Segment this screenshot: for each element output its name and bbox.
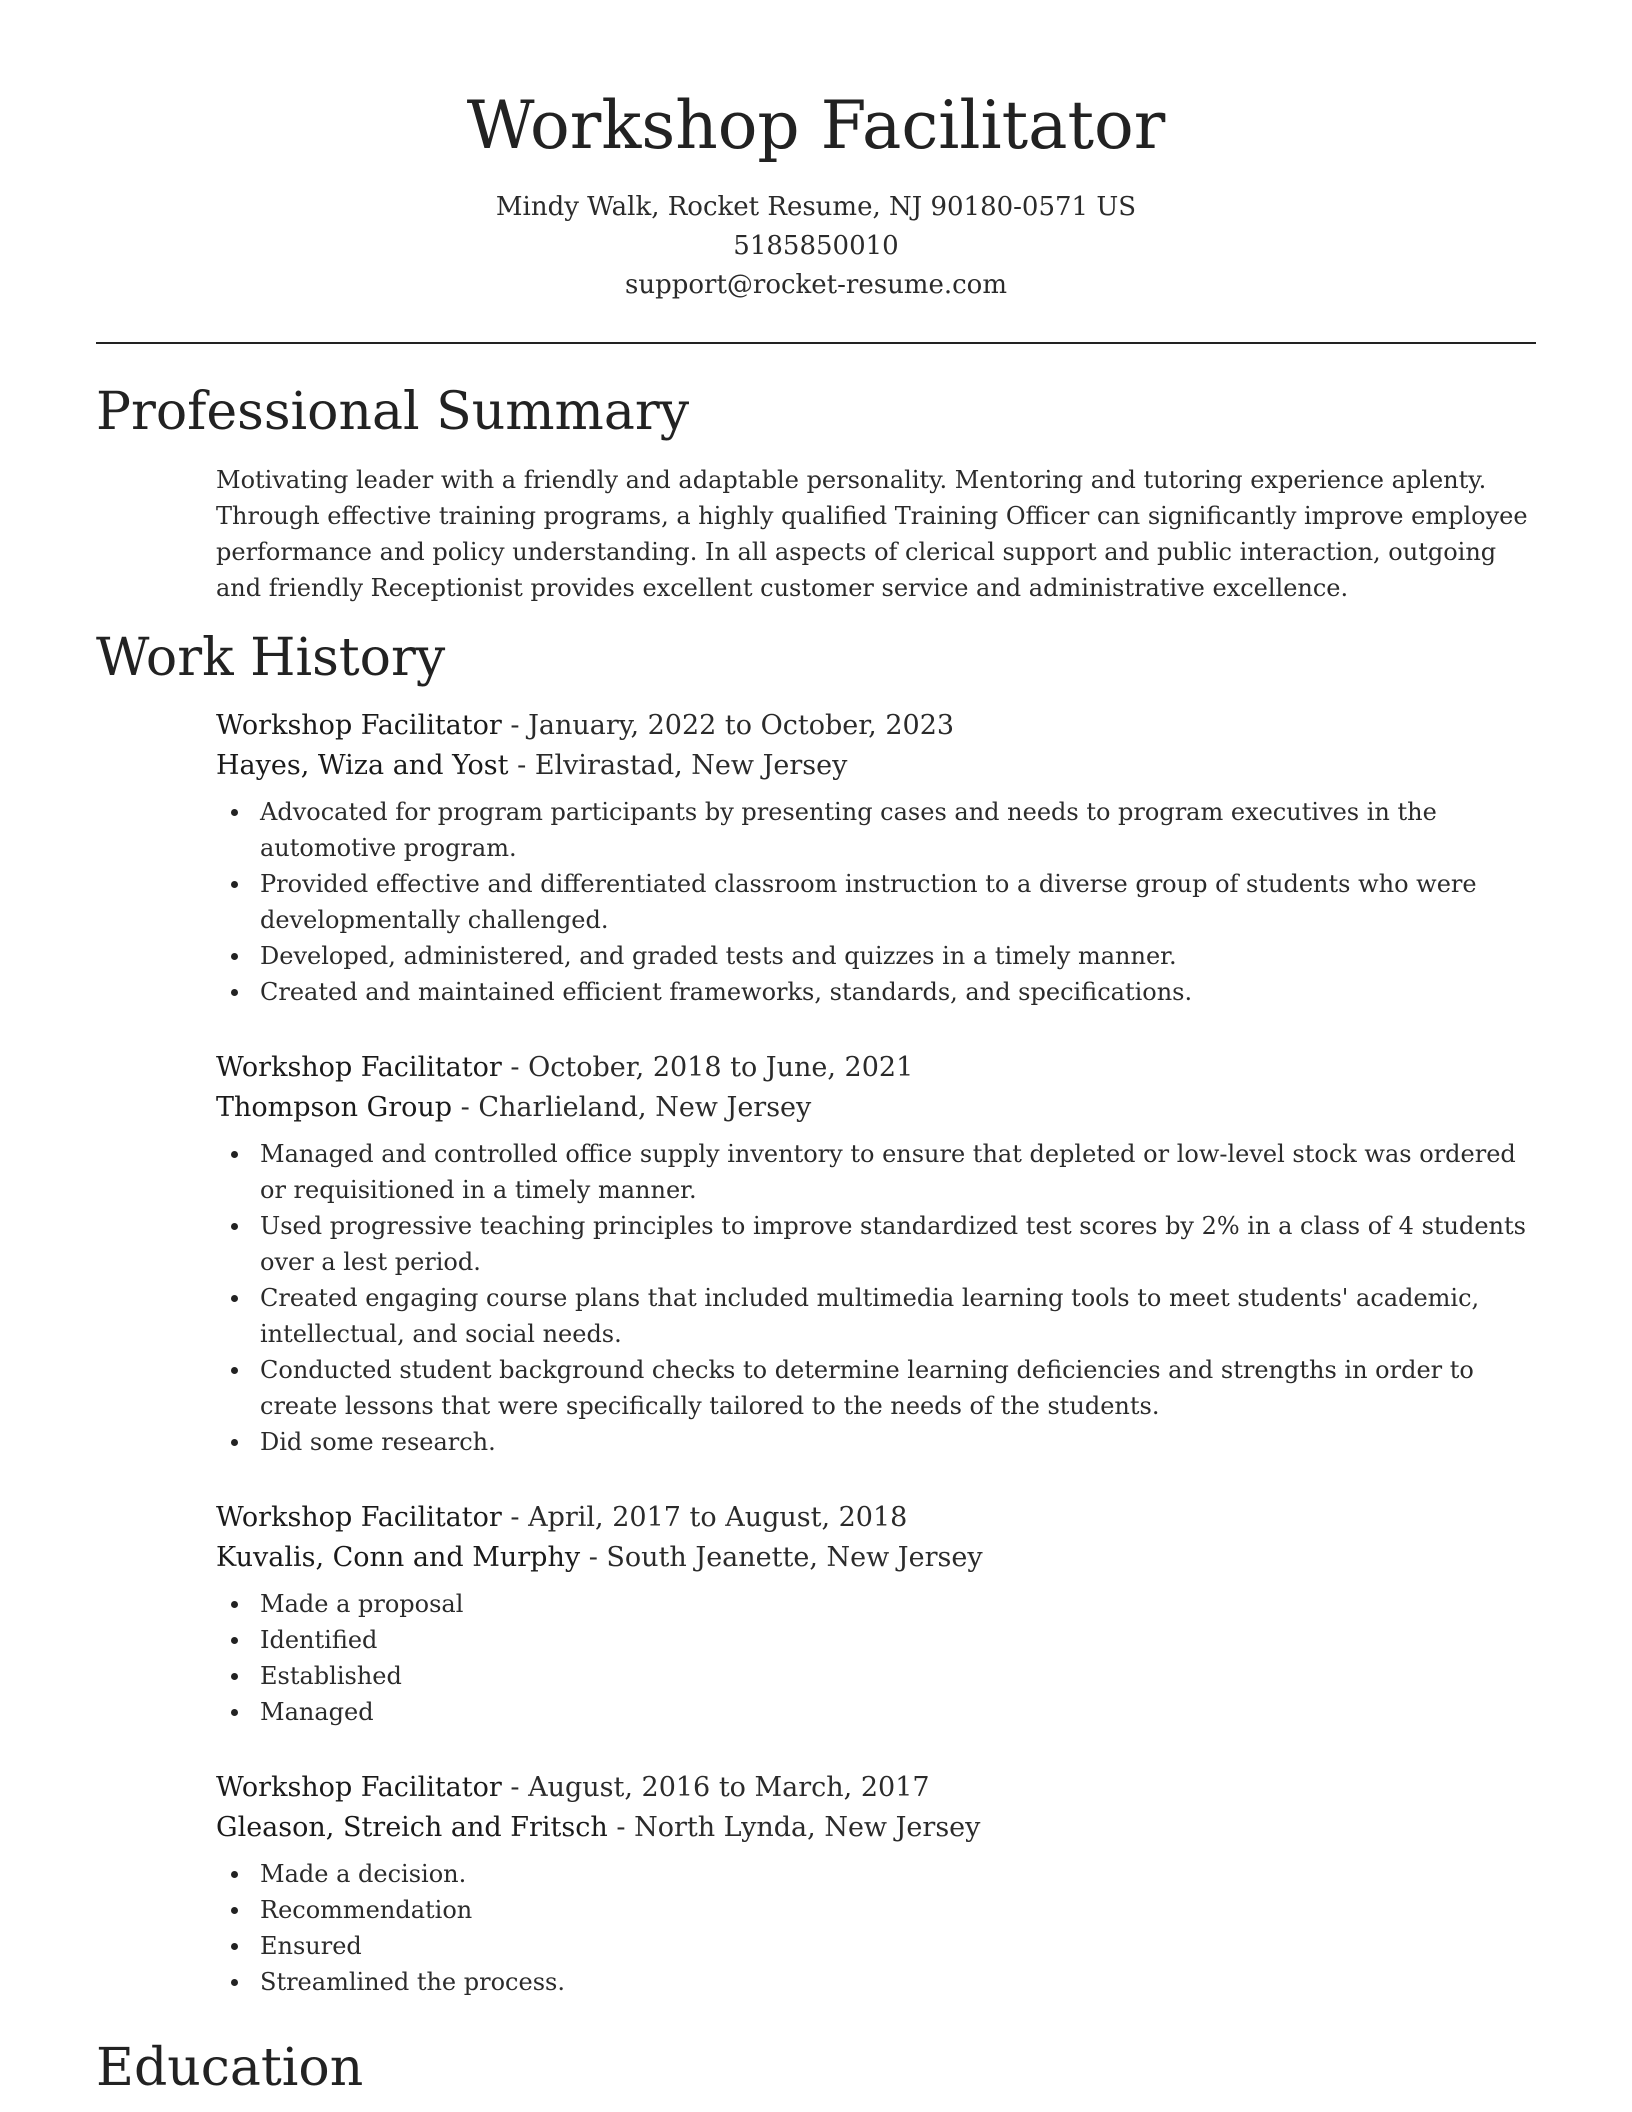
job-bullet: Used progressive teaching principles to improve standardized test scores by 2% in a class of 4 students over a lest period.: [216, 1208, 1540, 1280]
job-separator: -: [501, 1502, 529, 1533]
job-separator: -: [501, 1772, 529, 1803]
job-bullet: Made a proposal: [216, 1586, 1540, 1622]
job-bullet: Conducted student background checks to determine learning deficiencies and strengths in order to create lessons that were specifically tailored to the needs of the students.: [216, 1352, 1540, 1424]
job-entry: [216, 1768, 1540, 2000]
resume-title: Workshop Facilitator: [466, 87, 1166, 164]
job-title-line: [216, 1498, 1540, 1538]
job-company-line: [216, 1538, 1540, 1578]
job-bullet: Made a decision.: [216, 1856, 1540, 1892]
job-company-line: [216, 1808, 1540, 1848]
job-company-line: [216, 1088, 1540, 1128]
job-dates: August, 2016 to March, 2017: [528, 1772, 930, 1803]
job-bullet: Advocated for program participants by presenting cases and needs to program executives in the automotive program.: [216, 794, 1540, 866]
job-bullet-list: [216, 1136, 1540, 1460]
job-location: North Lynda, New Jersey: [634, 1812, 981, 1843]
work-history-heading: Work History: [96, 628, 446, 688]
job-title: Workshop Facilitator: [216, 1052, 502, 1083]
job-bullet: Created engaging course plans that included multimedia learning tools to meet students' academic, intellectual, and social needs.: [216, 1280, 1540, 1352]
summary-heading: Professional Summary: [96, 382, 690, 442]
job-separator: -: [508, 750, 535, 781]
job-location: Charlieland, New Jersey: [478, 1092, 812, 1123]
job-bullet: Recommendation: [216, 1892, 1540, 1928]
job-title: Workshop Facilitator: [216, 1502, 502, 1533]
job-entry: [216, 1048, 1540, 1460]
job-company-line: [216, 746, 1540, 786]
job-bullet: Did some research.: [216, 1424, 1540, 1460]
job-title: Workshop Facilitator: [216, 710, 502, 741]
job-company: Gleason, Streich and Fritsch: [216, 1812, 608, 1843]
job-title: Workshop Facilitator: [216, 1772, 502, 1803]
job-bullet-list: [216, 1586, 1540, 1730]
job-entry: [216, 1498, 1540, 1730]
job-bullet: Provided effective and differentiated classroom instruction to a diverse group of students who were developmentally challenged.: [216, 866, 1540, 938]
job-dates: January, 2022 to October, 2023: [528, 710, 955, 741]
header-divider: [96, 342, 1536, 344]
education-heading: Education: [96, 2038, 364, 2098]
job-location: South Jeanette, New Jersey: [606, 1542, 983, 1573]
job-separator: -: [607, 1812, 635, 1843]
resume-header: [0, 84, 1632, 305]
job-bullet-list: [216, 794, 1540, 1010]
contact-address: Mindy Walk, Rocket Resume, NJ 90180-0571 US: [495, 192, 1137, 222]
job-title-line: [216, 706, 1540, 746]
contact-info: [0, 188, 1632, 305]
job-dates: October, 2018 to June, 2021: [528, 1052, 914, 1083]
summary-text: Motivating leader with a friendly and adaptable personality. Mentoring and tutoring experience aplenty. Through effective training programs, a highly qualified Training Officer can significantly improve employee performance and policy understanding. In all aspects of clerical support and public interaction, outgoing and friendly Receptionist provides excellent customer service and administrative excellence.: [216, 466, 1528, 602]
job-separator: -: [501, 710, 529, 741]
job-entry: [216, 706, 1540, 1010]
job-bullet: Identified: [216, 1622, 1540, 1658]
job-separator: -: [501, 1052, 529, 1083]
job-title-line: [216, 1768, 1540, 1808]
job-separator: -: [580, 1542, 607, 1573]
job-location: Elvirastad, New Jersey: [534, 750, 848, 781]
job-bullet: Established: [216, 1658, 1540, 1694]
job-bullet-list: [216, 1856, 1540, 2000]
job-company: Kuvalis, Conn and Murphy: [216, 1542, 581, 1573]
contact-phone: 5185850010: [733, 231, 899, 261]
job-bullet: Streamlined the process.: [216, 1964, 1540, 2000]
job-bullet: Created and maintained efficient frameworks, standards, and specifications.: [216, 974, 1540, 1010]
job-bullet: Ensured: [216, 1928, 1540, 1964]
job-company: Hayes, Wiza and Yost: [216, 750, 509, 781]
job-dates: April, 2017 to August, 2018: [528, 1502, 908, 1533]
job-bullet: Managed and controlled office supply inventory to ensure that depleted or low-level stock was ordered or requisitioned in a timely manner.: [216, 1136, 1540, 1208]
job-company: Thompson Group: [216, 1092, 453, 1123]
job-title-line: [216, 1048, 1540, 1088]
job-separator: -: [452, 1092, 479, 1123]
contact-email: support@rocket-resume.com: [624, 270, 1007, 300]
job-bullet: Managed: [216, 1694, 1540, 1730]
job-bullet: Developed, administered, and graded tests and quizzes in a timely manner.: [216, 938, 1540, 974]
